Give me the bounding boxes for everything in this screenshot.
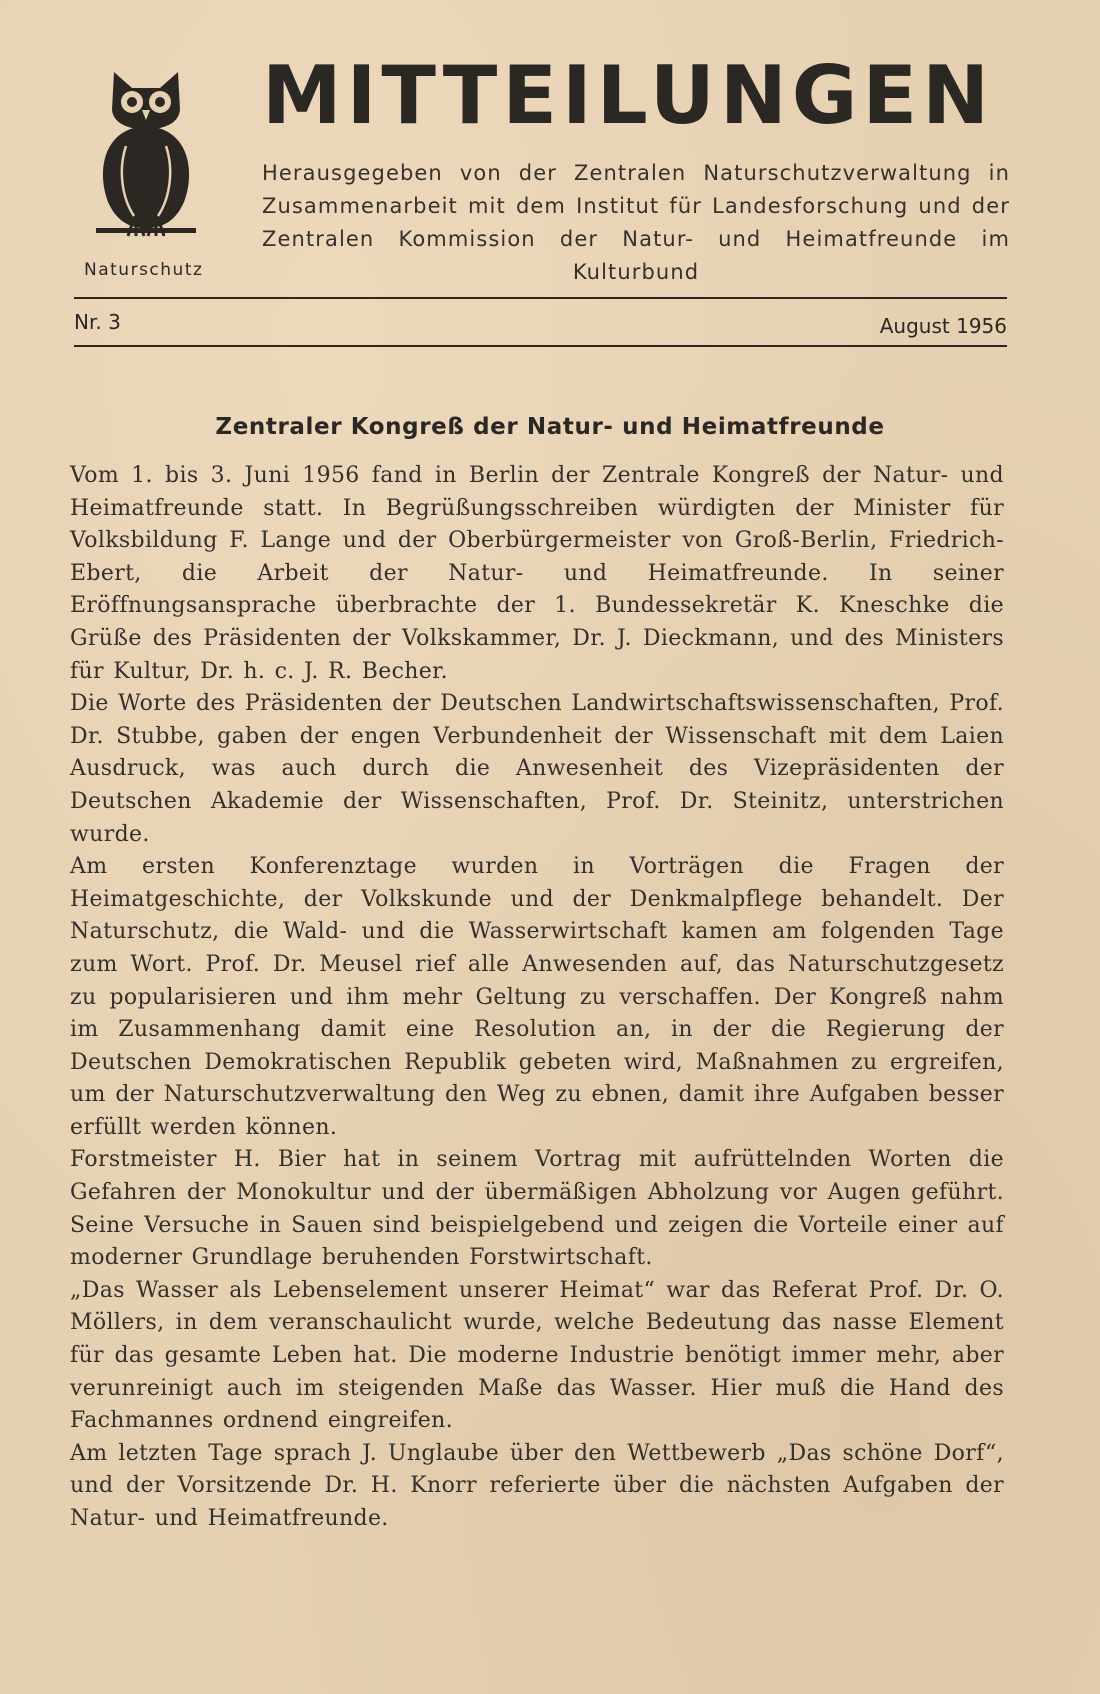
masthead-title: MITTEILUNGEN: [262, 49, 995, 142]
issue-number: Nr. 3: [74, 310, 121, 334]
article-paragraph: Die Worte des Präsidenten der Deutschen Landwirtschaftswissenschaften, Prof. Dr. Stubbe, gaben der engen Verbundenheit der Wissenschaft mit dem Laien Ausdruck, was auch durch die Anwesenheit des Vizepräsidenten der Deutschen Akademie der Wissenschaften, Prof. Dr. Steinitz, unterstrichen wurde.: [70, 691, 1004, 847]
article-paragraph: Am ersten Konferenztage wurden in Vorträgen die Fragen der Heimatgeschichte, der Volkskunde und der Denkmalpflege behandelt. Der Naturschutz, die Wald- und die Wasserwirtschaft kamen am folgenden Tage zum Wort. Prof. Dr. Meusel rief alle Anwesenden auf, das Naturschutzgesetz zu popularisieren und ihm mehr Geltung zu verschaffen. Der Kongreß nahm im Zusammenhang damit eine Resolution an, in der die Regierung der Deutschen Demokratischen Republik gebeten wird, Maßnahmen zu ergreifen, um der Naturschutzverwaltung den Weg zu ebnen, damit ihre Aufgaben besser erfüllt werden können.: [70, 854, 1004, 1140]
article-paragraph: Forstmeister H. Bier hat in seinem Vortrag mit aufrüttelnden Worten die Gefahren der Monokultur und der übermäßigen Abholzung vor Augen geführt. Seine Versuche in Sauen sind beispielgebend und zeigen die Vorteile einer auf moderner Grundlage beruhenden Forstwirtschaft.: [70, 1147, 1004, 1271]
article-paragraph: „Das Wasser als Lebenselement unserer Heimat“ war das Referat Prof. Dr. O. Möllers, in dem veranschaulicht wurde, welche Bedeutung das nasse Element für das gesamte Leben hat. Die moderne Industrie benötigt immer mehr, aber verunreinigt auch im steigenden Maße das Wasser. Hier muß die Hand des Fachmannes ordnend eingreifen.: [70, 1277, 1004, 1434]
masthead-subtitle: Herausgegeben von der Zentralen Naturschutzverwaltung in Zusammenarbeit mit dem Institut für Landesforschung und der Zentralen Kommission der Natur- und Heimatfreunde im Kulturbund: [262, 161, 1010, 284]
article-paragraph: Am letzten Tage sprach J. Unglaube über den Wettbewerb „Das schöne Dorf“, und der Vorsitzende Dr. H. Knorr referierte über die nächsten Aufgaben der Natur- und Heimatfreunde.: [70, 1440, 1004, 1531]
owl-icon: [96, 70, 196, 250]
article-paragraph: Vom 1. bis 3. Juni 1956 fand in Berlin der Zentrale Kongreß der Natur- und Heimatfreunde statt. In Begrüßungsschreiben würdigten der Minister für Volksbildung F. Lange und der Oberbürgermeister von Groß-Berlin, Friedrich-Ebert, die Arbeit der Natur- und Heimatfreunde. In seiner Eröffnungsansprache überbrachte der 1. Bundessekretär K. Kneschke die Grüße des Präsidenten der Volkskammer, Dr. J. Dieckmann, und des Ministers für Kultur, Dr. h. c. J. R. Becher.: [70, 463, 1004, 684]
masthead-rule-top: [74, 297, 1007, 299]
logo-caption: Naturschutz: [84, 260, 204, 280]
article-title: Zentraler Kongreß der Natur- und Heimatfreunde: [215, 414, 885, 440]
issue-date: August 1956: [879, 314, 1007, 338]
article-body: [70, 460, 1004, 1536]
masthead-rule-bottom: [74, 345, 1007, 347]
masthead-logo: [80, 70, 220, 280]
